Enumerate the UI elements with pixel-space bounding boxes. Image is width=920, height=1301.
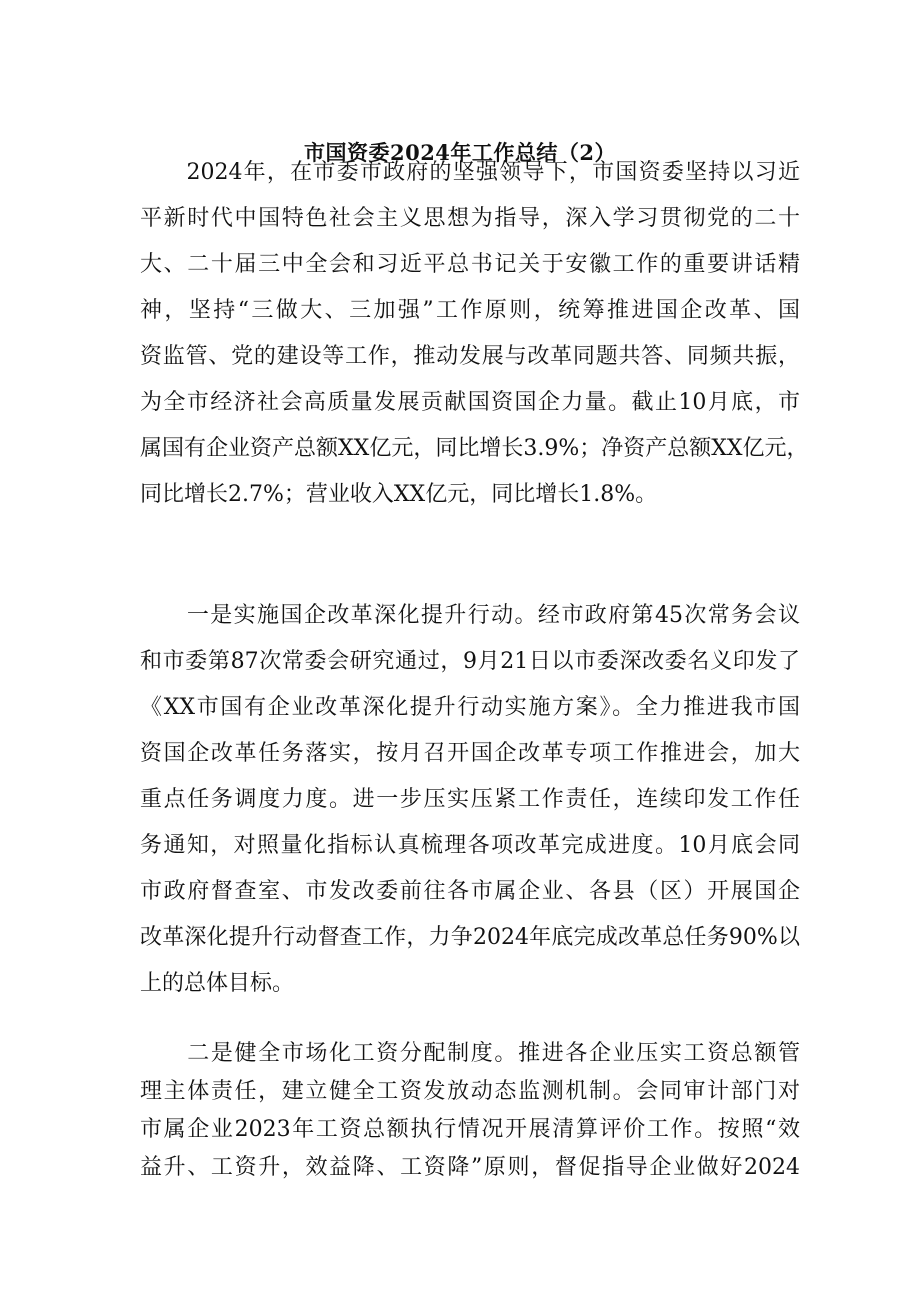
text-line: 上的总体目标。 (140, 971, 295, 996)
text-line: 神，坚持“三做大、三加强”工作原则，统筹推进国企改革、国 (140, 298, 800, 323)
text-line: 市属企业2023年工资总额执行情况开展清算评价工作。按照“效 (140, 1117, 800, 1142)
text-line: 市政府督查室、市发改委前往各市属企业、各县（区）开展国企 (140, 879, 800, 904)
text-line: 资监管、党的建设等工作，推动发展与改革同题共答、同频共振， (140, 344, 800, 369)
text-line: 益升、工资升，效益降、工资降”原则，督促指导企业做好2024 (140, 1155, 800, 1180)
paragraph-wage-system (140, 1035, 800, 1187)
text-line: 平新时代中国特色社会主义思想为指导，深入学习贯彻党的二十 (140, 206, 800, 231)
text-line: 重点任务调度力度。进一步压实压紧工作责任，连续印发工作任 (140, 787, 800, 812)
text-line: 和市委第87次常委会研究通过，9月21日以市委深改委名义印发了 (140, 649, 800, 674)
text-line: 属国有企业资产总额XX亿元，同比增长3.9%；净资产总额XX亿元， (140, 436, 809, 461)
text-line: 为全市经济社会高质量发展贡献国资国企力量。截止10月底，市 (140, 390, 800, 415)
text-line: 资国企改革任务落实，按月召开国企改革专项工作推进会，加大 (140, 741, 800, 766)
text-line: 理主体责任，建立健全工资发放动态监测机制。会同审计部门对 (140, 1079, 800, 1104)
paragraph-reform-action (140, 593, 800, 1007)
text-line: 改革深化提升行动督查工作，力争2024年底完成改革总任务90%以 (140, 925, 800, 950)
document-title: 市国资委2024年工作总结（2） (303, 140, 617, 165)
paragraph-overview (140, 150, 809, 518)
text-line: 大、二十届三中全会和习近平总书记关于安徽工作的重要讲话精 (140, 252, 800, 277)
text-line: 务通知，对照量化指标认真梳理各项改革完成进度。10月底会同 (140, 833, 800, 858)
text-line: 2024年，在市委市政府的坚强领导下，市国资委坚持以习近 (140, 160, 800, 185)
text-line: 一是实施国企改革深化提升行动。经市政府第45次常务会议 (140, 603, 800, 628)
text-line: 二是健全市场化工资分配制度。推进各企业压实工资总额管 (140, 1041, 800, 1066)
text-line: 《XX市国有企业改革深化提升行动实施方案》。全力推进我市国 (140, 695, 800, 720)
text-line: 同比增长2.7%；营业收入XX亿元，同比增长1.8%。 (140, 482, 658, 507)
